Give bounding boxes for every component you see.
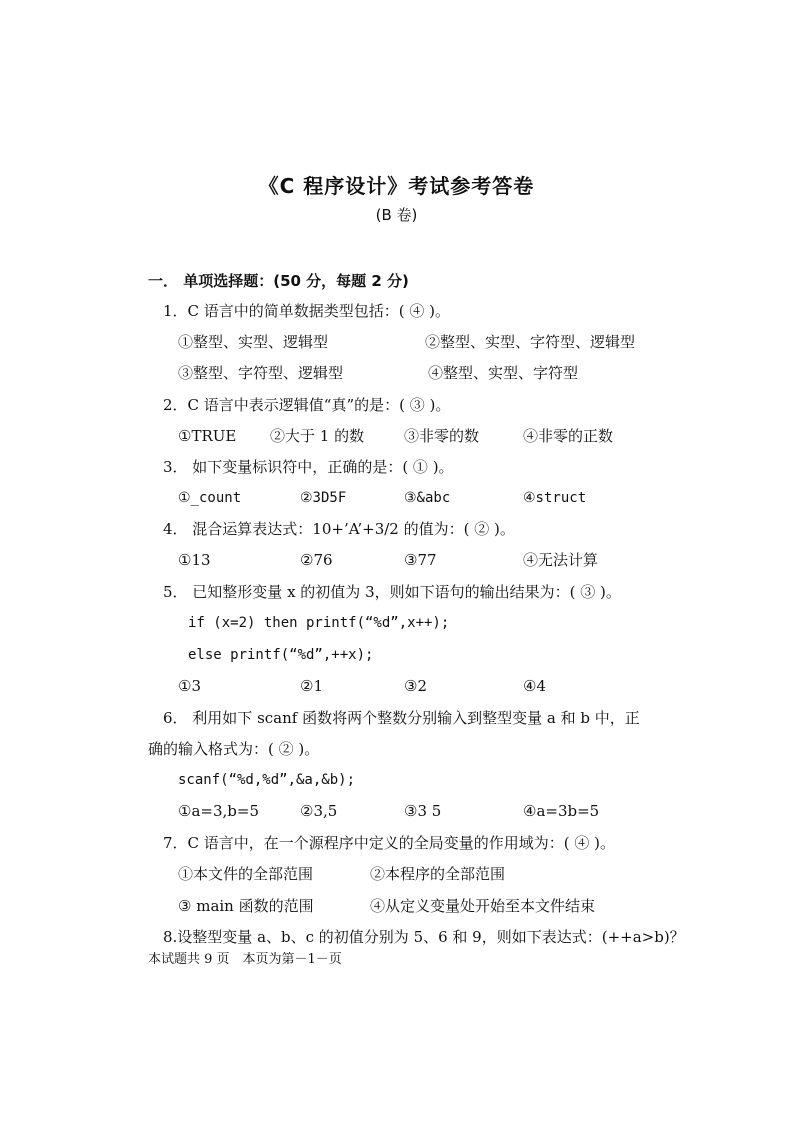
question-6-option-3: ③3 5 (404, 802, 442, 820)
page-title: 《C 程序设计》考试参考答卷 (258, 174, 535, 198)
question-5-stem: 5． 已知整形变量 x 的初值为 3，则如下语句的输出结果为：( ③ )。 (163, 583, 621, 601)
paper-version: (B 卷) (375, 206, 418, 224)
question-5-option-2: ②1 (300, 677, 323, 695)
question-3-option-4: ④struct (523, 490, 587, 506)
question-5-option-4: ④4 (523, 677, 546, 695)
question-6-stem-continued: 确的输入格式为：( ② )。 (148, 740, 320, 758)
question-6-code-line-1: scanf(“%d,%d”,&a,&b); (178, 772, 356, 788)
question-5-option-1: ①3 (178, 677, 201, 695)
question-7-option-4: ④从定义变量处开始至本文件结束 (370, 897, 596, 915)
section-heading: 一． 单项选择题：(50 分，每题 2 分) (148, 272, 409, 290)
question-5-option-3: ③2 (404, 677, 427, 695)
question-6-option-1: ①a=3,b=5 (178, 802, 259, 820)
question-1-option-4: ④整型、实型、字符型 (428, 364, 579, 382)
question-1-option-3: ③整型、字符型、逻辑型 (178, 364, 344, 382)
question-1-stem: 1．C 语言中的简单数据类型包括：( ④ )。 (163, 302, 451, 320)
question-4-stem: 4． 混合运算表达式：10+’A’+3/2 的值为：( ② )。 (163, 520, 515, 538)
question-4-option-4: ④无法计算 (523, 551, 599, 569)
question-3-stem: 3． 如下变量标识符中，正确的是：( ① )。 (163, 458, 454, 476)
question-3-option-3: ③&abc (404, 490, 451, 506)
question-3-option-1: ①_count (178, 490, 242, 506)
question-3-option-2: ②3D5F (300, 490, 347, 506)
question-5-code-line-2: else printf(“%d”,++x); (188, 647, 374, 663)
question-4-option-1: ①13 (178, 551, 211, 569)
question-2-option-3: ③非零的数 (404, 427, 480, 445)
question-4-option-2: ②76 (300, 551, 333, 569)
question-6-stem: 6． 利用如下 scanf 函数将两个整数分别输入到整型变量 a 和 b 中，正 (163, 709, 640, 727)
page-footer: 本试题共 9 页 本页为第－1－页 (148, 952, 342, 967)
question-8-stem: 8.设整型变量 a、b、c 的初值分别为 5、6 和 9，则如下表达式：(++a>b)？ (163, 928, 685, 946)
question-2-option-4: ④非零的正数 (523, 427, 614, 445)
question-7-option-3: ③ main 函数的范围 (178, 897, 314, 915)
question-7-option-1: ①本文件的全部范围 (178, 865, 314, 883)
question-4-option-3: ③77 (404, 551, 437, 569)
question-1-option-1: ①整型、实型、逻辑型 (178, 333, 329, 351)
question-1-option-2: ②整型、实型、字符型、逻辑型 (425, 333, 636, 351)
question-2-option-2: ②大于 1 的数 (270, 427, 365, 445)
question-2-stem: 2．C 语言中表示逻辑值“真”的是：( ③ )。 (163, 396, 451, 414)
question-7-option-2: ②本程序的全部范围 (370, 865, 506, 883)
question-6-option-2: ②3,5 (300, 802, 338, 820)
question-6-option-4: ④a=3b=5 (523, 802, 600, 820)
question-7-stem: 7．C 语言中，在一个源程序中定义的全局变量的作用域为：( ④ )。 (163, 834, 616, 852)
question-5-code-line-1: if (x=2) then printf(“%d”,x++); (188, 615, 450, 631)
question-2-option-1: ①TRUE (178, 427, 237, 445)
